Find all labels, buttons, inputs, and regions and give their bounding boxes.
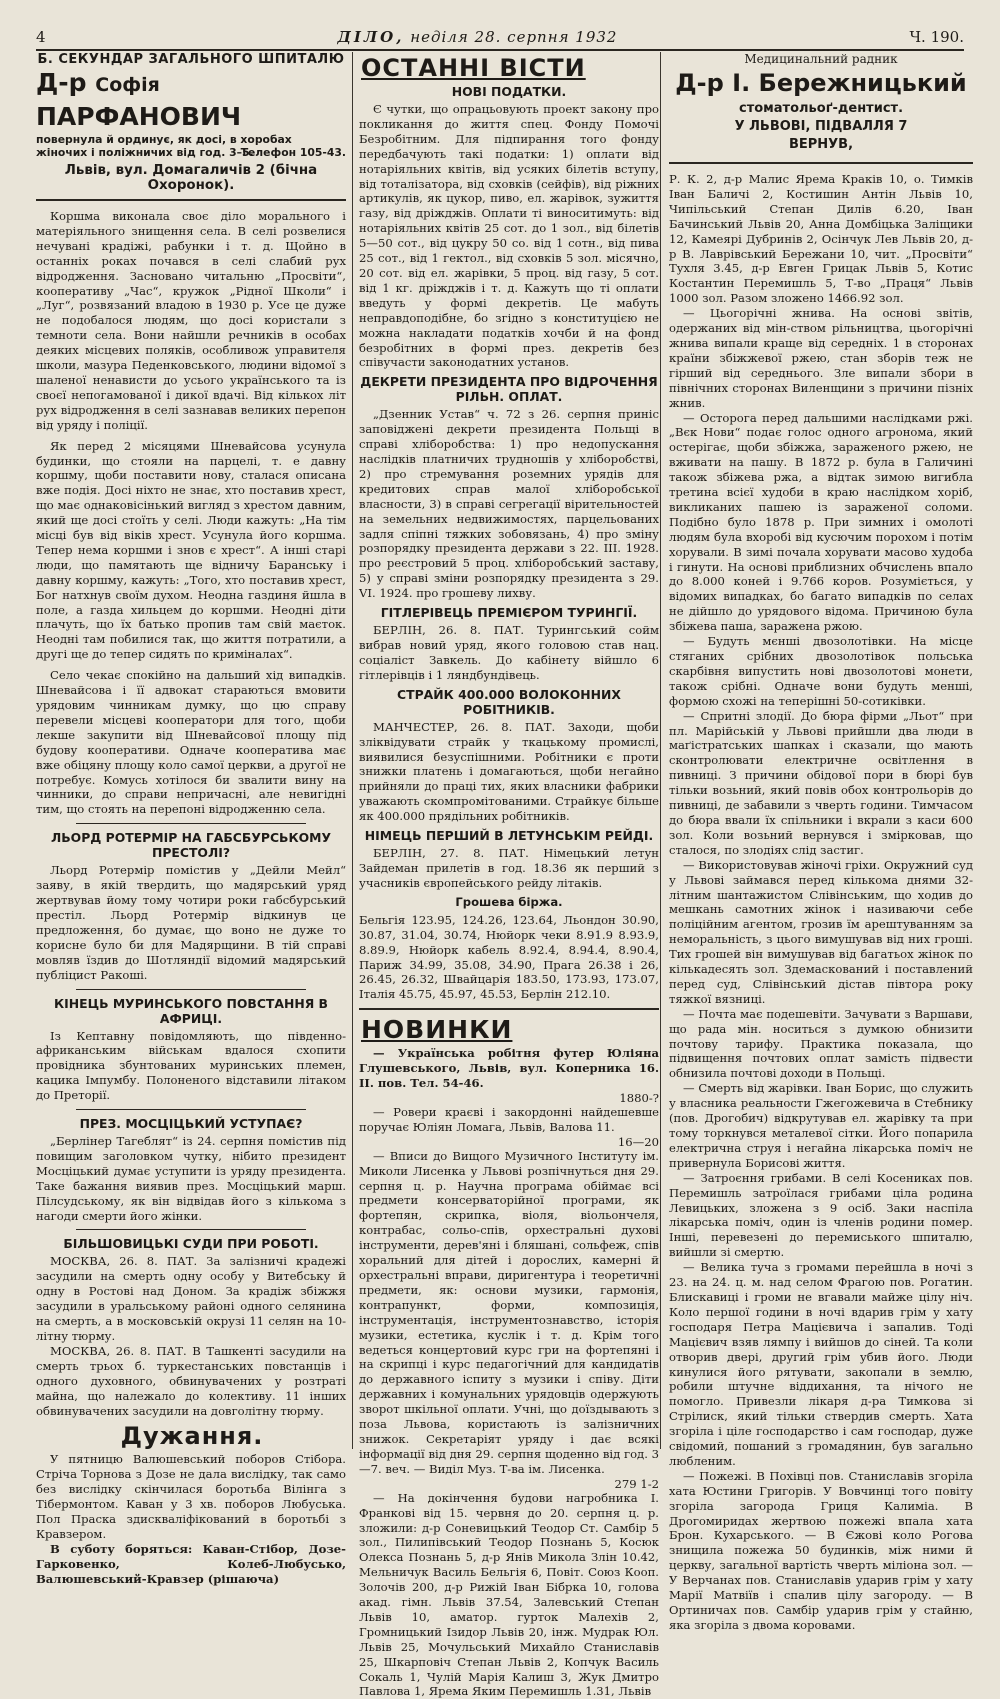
bourse-heading: Грошева біржа. bbox=[455, 894, 563, 909]
article-paragraph: БЕРЛІН, 27. 8. ПАТ. Німецький летун Зайдеман прилетів в год. 18.36 як перший з учасників європейського рейду літаків. bbox=[359, 846, 659, 890]
ad-phone: Телефон 105-43. bbox=[240, 146, 346, 159]
doctor-ad-berezhnytskyi bbox=[669, 52, 973, 164]
notice-code: 1880-? bbox=[619, 1090, 659, 1105]
ad-hours: повернула й ординує, як досі, в хоробах жіночих і поліжничих від год. 3–5. bbox=[36, 133, 292, 159]
article-paragraph: Село чекає спокійно на дальший хід випадків. Шневайсова і її адвокат стараються вмовити урядовим чинникам думку, що цю справу перевели місцеві кооператори для того, щоби лекше закупити від Шневайсової площу під будову кооперативи. Одначе кооператива має вже обіцяну площу коло самої церкви, а другої не потребує. Комусь хотілося би звалити вину на чинники, до справи непричасні, але невигідні тим, що стоять на перепоні відродженню села. bbox=[36, 668, 346, 817]
ad-specialty: стоматольоґ-дентист. bbox=[738, 101, 904, 116]
divider bbox=[76, 1109, 306, 1110]
article-paragraph: Р. К. 2, д-р Малис Ярема Краків 10, о. Тимків Іван Баличі 2, Костишин Антін Львів 10, Чипільський Степан Дилів 6.20, Іван Бачинський Львів 20, Анна Домбіцька Заліщики 12, Камеярі Дубринів 2, Осінчук Лев Львів 20, д-р В. Лаврівський Бережани 10, чит. „Просвіти“ Тухля 3.45, д-р Евген Грицак Львів 5, Котис Костантин Перемишль 5, Т-во „Праця“ Львів 1000 зол. Разом зложено 1466.92 зол. bbox=[669, 172, 973, 306]
headline: ЛЬОРД РОТЕРМІР НА ГАБСБУРСЬКОМУ ПРЕСТОЛІ? bbox=[50, 830, 332, 861]
headline: ГІТЛЕРІВЕЦЬ ПРЕМІЄРОМ ТУРИНГІЇ. bbox=[380, 605, 638, 621]
news-item: — Використовував жіночі гріхи. Окружний суд у Львові займався перед кількома днями 32-літним шантажистом Слівінським, що ходив до мешкань самотних жінок і називаючи себе поліційним агентом, грозив їм арештуванням за неморальність, з цього вимушував від них гроші. Тих грошей він вимушував від багатьох жінок по кількадесять зол. Здемаскований і поставлений перед суд, Слівінський дістав півтора року тяжкої вязниці. bbox=[669, 857, 973, 1006]
divider bbox=[359, 1008, 659, 1010]
divider bbox=[76, 1229, 306, 1230]
news-item: — Спритні злодії. До бюра фірми „Льот“ при пл. Марійській у Львові прийшли два люди в маґістратських шапках і сказали, що мають сконтролювати електричне освітлення в пивниці. З причини обідової пори в бюрі був тільки возьний, який повів обох контрольорів до пивниці, де забавили з чверть години. Тимчасом до бюра ввали їх спільники і вкрали з каси 600 зол. Коли возьний вернувся і змірковав, що сталося, по злодіях слід застиг. bbox=[669, 708, 973, 857]
ad-address: У ЛЬВОВІ, ПІДВАЛЛЯ 7 bbox=[734, 119, 908, 134]
section-banner-wrestling: Дужання. bbox=[120, 1422, 264, 1451]
headline: ПРЕЗ. МОСЦІЦЬКИЙ УСТУПАЄ? bbox=[79, 1116, 303, 1132]
headline: НІМЕЦЬ ПЕРШИЙ В ЛЕТУНСЬКІМ РЕЙДІ. bbox=[364, 828, 654, 844]
article-paragraph: В суботу боряться: Каван-Стібор, Дозе-Гарковенко, Колеб-Любуськo, Валюшевський-Кравзер (рішаюча) bbox=[36, 1541, 346, 1586]
notice-item: — Вписи до Вищого Музичного Інституту ім. Миколи Лисенка у Львові розпічнуться дня 29. серпня ц. р. Научна програма обіймає всі предмети консерваторійної програми, як фортепян, скрипка, віоля, віольончеля, контрабас, сольо-спів, орхестральні духові інструменти, дерев'яні і бляшані, сольфеж, спів хоральний для дітей і дорослих, камерні й орхестральні вправи, диригентура і теоретичні предмети, як: основи музики, гармонія, контрапункт, форми, композиція, інструментація, інструментознавство, історія музики, естетика, куслік і т. д. Крім того ведеться концертовий курс гри на фортепяні і на скрипці і курс педагогічний для кандидатів до державного іспиту з музики і співу. Діти державних і комунальних урядовців одержують зворот шкільної оплати. Учні, що доїздывають з поза Львова, користають із залізничних знижок. Секретаріят уряду і дає всякі інформації від дня 29. серпня щоденно від год. 3—7. веч. — Виділ Муз. Т-ва ім. Лисенка. bbox=[359, 1148, 659, 1476]
issue-number: Ч. 190. bbox=[909, 28, 964, 46]
ad-name-last: ПАРФАНОВИЧ bbox=[36, 102, 242, 131]
ad-doctor-name: Д-р І. Бережницький bbox=[675, 69, 967, 97]
news-item: — Пожежі. В Похівці пов. Станиславів згоріла хата Юстини Григорів. У Вовчинці того повіту згоріла загорода Гриця Калиміа. В Дрогомиридах жертвою пожежі впала хата Брон. Кухарського. — В Єжові коло Рогова знищила пожежа 50 будинків, між ними й церкву, загальної вартість чверть міліона зол. — У Верчанах пов. Станиславів ударив грім у хату Марії Матвіїв і спалив цілу загороду. — В Ортиничах пов. Самбір ударив грім у стайню, яка згоріла з двома коровами. bbox=[669, 1468, 973, 1632]
news-item: — Будуть мєнші двозолотівки. На місце стяганих срібних двозолотівок польська скарбівня випустить нові двозолотові монети, також срібні. Одначе вони будуть менші, формою схожі на теперішні 50-сотиківки. bbox=[669, 634, 973, 708]
ad-doctor-name bbox=[36, 67, 346, 133]
article-paragraph: БЕРЛІН, 26. 8. ПАТ. Турингський сойм вибрав новий уряд, якого головою став нац. соціаліст Завкель. До кабінету війшло 6 гітлерівців і 1 ляндбундівець. bbox=[359, 623, 659, 682]
section-banner-latest-news: ОСТАННІ ВІСТИ bbox=[361, 54, 586, 82]
bourse-rates: Бельгія 123.95, 124.26, 123.64, Льондон 30.90, 30.87, 31.04, 30.74, Нюйорк чеки 8.91.9 8.93.9, 8.89.9, Нюйорк кабель 8.92.4, 8.94.4, 8.90.4, Париж 34.99, 35.08, 34.90, Прага 26.38 і 26, 26.45, 26.32, Швайцарія 183.50, 173.93, 173.07, Італія 45.75, 45.97, 45.53, Берлін 212.10. bbox=[359, 912, 659, 1002]
headline: ДЕКРЕТИ ПРЕЗИДЕНТА ПРО ВІДРОЧЕННЯ РІЛЬН. ОПЛАТ. bbox=[360, 374, 658, 405]
news-item: — Велика туча з громами перейшла в ночі з 23. на 24. ц. м. над селом Фрагою пов. Рогатин. Блискавиці і громи не вгавали майже цілу ніч. Коло першої години в ночі вдарив грім у хату господаря Петра Мацієвича і запалив. Тоді Мацієвич взяв лямпу і вийшов до сіней. Та коли отворив двері, другий грім убив його. Люди кинулися його рятувати, закопали в землю, робили штучне віддихання, та нічого не помогло. Привезли лікаря д-ра Тимкова зі Стрілиск, який тільки ствердив смерть. Хата згоріла і ціле господарство і сам господар, дуже свідомий, пошаний з громадянин, був загально любленим. bbox=[669, 1260, 973, 1468]
notice-item: — Українська робітня футер Юліяна Глушевського, Львів, вул. Коперника 16. II. пов. Тел. 54-46. bbox=[359, 1046, 659, 1091]
headline: КІНЕЦЬ МУРИНСЬКОГО ПОВСТАННЯ В АФРИЦІ. bbox=[54, 995, 328, 1026]
article-paragraph: Льорд Ротермір помістив у „Дейли Мейл“ заяву, в якій твердить, що мадярський уряд жертвував йому тому чотири роки габсбурський престіл. Льорд Ротермір відкинув це предложення, бо думає, що воно не дуже то корисне було би для Мадярщини. В тій справі мовляв їздив до Шотляндії відомий мадярський публіцист Ракоші. bbox=[36, 863, 346, 982]
ad-title: Б. СЕКУНДАР ЗАГАЛЬНОГО ШПИТАЛЮ bbox=[37, 52, 345, 67]
news-item: — Осторога перед дальшими наслідками ржі. „Вєк Нови“ подає голос одного агронома, який остерігає, щоби збіжжа, зараженого ржею, не вживати на пашу. В 1872 р. була в Галичині також збіжева ржа, а відтак зимою вигибла третина всієї худоби в краю наслідком хоріб, викликаних пашею із зараженої соломи. Подібно було 1878 р. При зимних і омолоті людям була вхоробі від кусючим порохом і потім хорували. В зимі почала хорувати масово худоба і гинути. На основі приблизних обчислень впало до 8.000 коней і 9.766 коров. Розуміється, у відомих випадках, бо багато випадків по селах не дійшло до урядового відома. Причиною була збіжева паша, заражена ржою. bbox=[669, 410, 973, 634]
ad-name-first: Софія bbox=[95, 74, 160, 96]
notice-code: 16—20 bbox=[617, 1134, 659, 1149]
column-middle bbox=[352, 52, 659, 1699]
article-paragraph: „Дзенник Устав“ ч. 72 з 26. серпня приніс заповіджені декрети президента Польщі в справі хліборобства: 1) про недопускання наслідків платничих трудношів у хліборобстві, 2) про стремування роземних урядів для кредитових справ малої хліборобської власности, 3) в справі сегрегації вірительностей на земельних недвижимостях, парцельованих задля спіпні тяжких зобовязань, 4) про зміну розпорядку президента держави з 22. III. 1928. про реєстровий 5 проц. хліборобський заставу, 5) у справі зміни розпорядку президента з 29. VI. 1924. про грошеву лихву. bbox=[359, 407, 659, 601]
article-paragraph: Із Кептавну повідомляють, що південно-африканським військам вдалося схопити провідника збунтованих муринських племен, кацика Імпумбу. Полоненого відставили літаком до Преторії. bbox=[36, 1028, 346, 1103]
paper-name: ДІЛО, bbox=[337, 28, 405, 46]
headline: СТРАЙК 400.000 ВОЛОКОННИХ РОБІТНИКІВ. bbox=[397, 686, 621, 717]
article-paragraph: Є чутки, що опрацьовують проект закону про покликання до життя спец. Фонду Помочі Безробітним. Для підпирання того фонду передбачують такі податки: 1) оплати від нотаріяльних квітів, від усяких білетів вступу, від тоталізатора, від сховків (сейфів), від ріжних артикулів, як цукор, пиво, ел. жарівок, зужиття газу, від дріжджів. Оплати ті виноситимуть: від нотаріяльних квітів 25 сот. до 1 зол., від білетів 5—50 сот., від цукру 50 со. від 1 сотн., від пива 25 сот., від 1 гектол., від сховків 5 зол. місячно, 20 сот. від ел. жарівки, 5 проц. від газу, 5 сот. від 1 кг. дріжджів і т. д. Кажуть що ті оплати введуть у формі декретів. Це мабуть неправдоподібне, бо згідно з конституцією не можна накладати податків хочби й на фонд безробітних в формі през. декретів без співучасти законодатних установ. bbox=[359, 102, 659, 370]
divider bbox=[76, 989, 306, 990]
column-left bbox=[36, 52, 346, 1586]
issue-date: неділя 28. серпня 1932 bbox=[410, 28, 618, 46]
article-paragraph: Як перед 2 місяцями Шневайсова усунула будинки, що стояли на парцелі, т. е давну коршму, щоби поставити нову, сталася описана вже подія. Досі ніхто не знає, хто поставив хрест, що має однаковісінький вигляд з хрестом давним, який ще досі стоїть у селі. Люди кажуть: „На тім місці був від віків хрест. Усунула його коршма. Тепер нема коршми і знов є хрест“. А інші старі люди, що памятають ще відничу Баранську і давну коршму, кажуть: „Того, хто поставив хрест, Бог натхнув своїм духом. Неодна газдиня йшла в поле, а газда хильцем до коршми. Неодні діти плачуть, що їх батько пропив там свій маєток. Неодні там побилися так, що життя потратили, а другі ще до тепер сидять по криміналах“. bbox=[36, 438, 346, 662]
news-item: — Цьогорічні жнива. На основі звітів, одержаних від мін-ством рільництва, цьогорічні жнива випали краще від середніх. 1 в сторонах країни збіжжевої ржею, стан зборів теж не гірший від середнього. Зле випали збори в північних сторонах Виленщини з причини пізніх жнив. bbox=[669, 306, 973, 410]
column-right bbox=[660, 52, 973, 1632]
news-item: — Затроєння грибами. В селі Косениках пов. Перемишль затроїлася грибами ціла родина Левицьких, зложена з 9 осіб. Заки наспіла лікарська поміч, один із членів родини помер. Інші, перевезені до перемиського шпиталю, вийшли зі смертю. bbox=[669, 1170, 973, 1260]
article-paragraph: МАНЧЕСТЕР, 26. 8. ПАТ. Заходи, щоби зліквідувати страйк у ткацькому промислі, виявилися безуспішними. Робітники є проти знижки платень і домагаються, щоби негайно прийняли до праці тих, яких власники фабрики уважають скомпромітованими. Страйкує більше як 400.000 прядільних робітників. bbox=[359, 719, 659, 824]
divider bbox=[76, 823, 306, 824]
section-banner-novynky: НОВИНКИ bbox=[361, 1015, 513, 1045]
page-header bbox=[36, 22, 964, 51]
notice-code: 279 1-2 bbox=[614, 1476, 659, 1491]
ad-name-prefix: Д-р bbox=[36, 68, 87, 97]
ad-status: ВЕРНУВ, bbox=[788, 137, 854, 152]
ad-title: Медицинальний радник bbox=[744, 52, 898, 66]
notice-item: — Ровери краєві і закордонні найдешевше поручає Юліян Ломага, Львів, Валова 11. bbox=[359, 1104, 659, 1134]
notice-item: — На докінчення будови нагробника І. Франкові від 15. червня до 20. серпня ц. р. зложили: д-р Соневицький Теодор Ст. Самбір 5 зол., Пилипівський Теодор Познань 5, Косюк Олекса Познань 5, д-р Янів Микола Злін 10.42, Мельничук Василь Бельгія 6, Повіт. Союз Кооп. Золочів 200, д-р Рижій Іван Бібрка 10, голова акад. гімн. Львів 37.54, Залевський Степан Львів 10, аматор. гурток Малехів 2, Громницький Ізидор Львів 20, інж. Мудрак Юл. Львів 25, Мочульський Михайло Станиславів 25, Шкарповіч Степан Львів 2, Копчук Василь Сокаль 1, Чулій Марія Калиш 3, Жук Дмитро Павлова 1, Ярема Яким Перемишль 1.31, Львів bbox=[359, 1490, 659, 1699]
article-paragraph: Коршма виконала своє діло морального і матеріяльного знищення села. В селі розвелися нечувані крадіжі, рабунки і т. д. Щойно в останніх роках почався в селі слабий рух відродження. Засновано читальню „Просвіти“, кооперативу „Час“, кружок „Рідної Школи“ і „Луг“, розвязаний владою в 1930 р. Усе це дуже не подобалося людям, що досі користали з темноти села. Вони найшли речників в особах деяких місцевих поляків, особливож управителя школи, мазура Педенковського, людини відомої з шаленої ненависти до усього українського та із своєї непогамованої і дикої вдачі. Від кількох літ рух відродження в селі зазнавав великих перепон від уряду і поліції. bbox=[36, 209, 346, 432]
headline: БІЛЬШОВИЦЬКІ СУДИ ПРИ РОБОТІ. bbox=[63, 1236, 319, 1252]
news-item: — Смерть від жарівки. Іван Борис, що служить у власника реальности Гжегожевича в Стебнику (пов. Дрогобич) відкрутував ел. жарівку та при тому торкнувся металевої сітки. Його попарила електрична струя і негайна лікарська поміч не привернула Борисові життя. bbox=[669, 1081, 973, 1170]
ad-address: Львів, вул. Домагаличів 2 (бічна Охоронок). bbox=[64, 163, 318, 193]
doctor-ad-parfanovych bbox=[36, 52, 346, 201]
masthead-line bbox=[338, 28, 618, 46]
page-number: 4 bbox=[36, 28, 46, 46]
article-paragraph: „Берлінер Тагеблят“ із 24. серпня помістив під повищим заголовком чутку, нібито президент Мосціцький думає уступити із уряду президента. Таке бажання виявив през. Мосціцький марш. Пілсудському, як він відвідав його з кількома з нагоди смерти його жінки. bbox=[36, 1134, 346, 1223]
article-paragraph: МОСКВА, 26. 8. ПАТ. За залізничі крадежі засудили на смерть одну особу у Витебську й одну в Ростові над Доном. За крадіж збіжжя засудили в уральському районі одного селянина на смерть, а в московській окрузі 11 селян на 10-літну тюрму. bbox=[36, 1254, 346, 1343]
news-item: — Почта має подешевіти. Зачувати з Варшави, що рада мін. носиться з думкою обнизити почтову тарифу. Практика показала, що підвищення почтових оплат замість підвести обнизила почтові доходи в Польщі. bbox=[669, 1006, 973, 1081]
headline: НОВІ ПОДАТКИ. bbox=[451, 84, 567, 99]
article-paragraph: МОСКВА, 26. 8. ПАТ. В Ташкенті засудили на смерть трьох б. туркестанських повстанців і одного духовного, обвинувачених у розтраті майна, що належало до колективу. 11 інших обвинувачених засудили на довголітну тюрму. bbox=[36, 1343, 346, 1418]
article-paragraph: У пятницю Валюшевський поборов Стібора. Стріча Торнова з Дозе не дала вислідку, так само без вислідку скінчилася боротьба Вілінга з Тібермонтом. Каван у 3 хв. поборов Любуська. Пол Праска здискваліфікований в боротьбі з Кравзером. bbox=[36, 1452, 346, 1541]
